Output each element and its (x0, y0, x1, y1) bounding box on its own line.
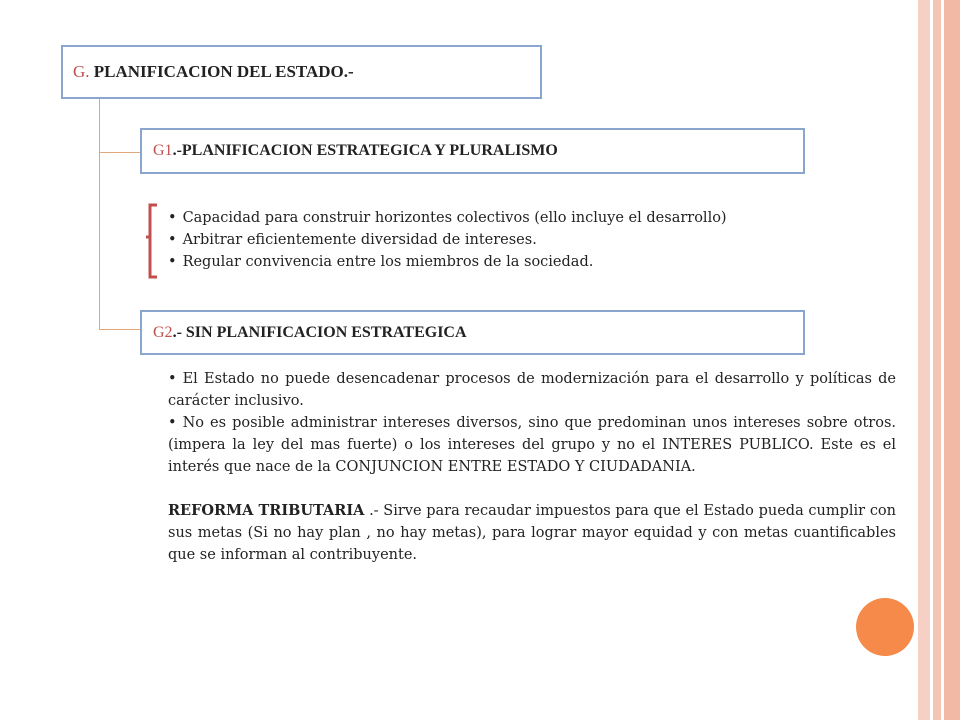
g2-paragraph: • El Estado no puede desencadenar procesos de modernización para el desarrollo y políticas de carácter inclusivo. (168, 368, 896, 412)
section-title: PLANIFICACION DEL ESTADO.- (93, 62, 354, 81)
section-code: G. (73, 62, 90, 81)
section-title-box (61, 45, 542, 99)
g1-bullet-list (168, 207, 848, 273)
reforma-text: .- Sirve para recaudar impuestos para que el Estado pueda cumplir con sus metas (Si no hay plan , no hay metas), para lograr mayor equidad y con metas cuantificables que se informan al contribuyente. (168, 503, 897, 563)
decor-stripe (933, 0, 941, 720)
tree-connector-g2 (99, 329, 140, 330)
list-item: • Regular convivencia entre los miembros de la sociedad. (168, 251, 848, 273)
subsection-g2-box (140, 310, 805, 355)
subsection-g2-title: .- SIN PLANIFICACION ESTRATEGICA (172, 323, 467, 341)
tree-connector-vertical (99, 99, 100, 329)
g2-paragraph: • No es posible administrar intereses diversos, sino que predominan unos intereses sobre otros. (impera la ley del mas fuerte) o los intereses del grupo y no el INTERES PUBLICO. Este es el interés que nace de la CONJUNCION ENTRE ESTADO Y CIUDADANIA. (168, 412, 896, 478)
subsection-g1-box (140, 128, 805, 174)
subsection-g2-code: G2 (153, 323, 173, 341)
list-item: • Arbitrar eficientemente diversidad de intereses. (168, 229, 848, 251)
list-item: • Capacidad para construir horizontes colectivos (ello incluye el desarrollo) (168, 207, 848, 229)
bracket-icon (145, 203, 161, 279)
reforma-keyword: REFORMA TRIBUTARIA (168, 502, 365, 519)
reforma-paragraph (168, 500, 896, 566)
decor-stripe (944, 0, 960, 720)
decor-circle (856, 598, 914, 656)
subsection-g1-code: G1 (153, 142, 173, 159)
subsection-g1-title: .-PLANIFICACION ESTRATEGICA Y PLURALISMO (172, 142, 558, 159)
decor-stripe (918, 0, 930, 720)
tree-connector-g1 (99, 152, 140, 153)
g2-body (168, 368, 896, 566)
